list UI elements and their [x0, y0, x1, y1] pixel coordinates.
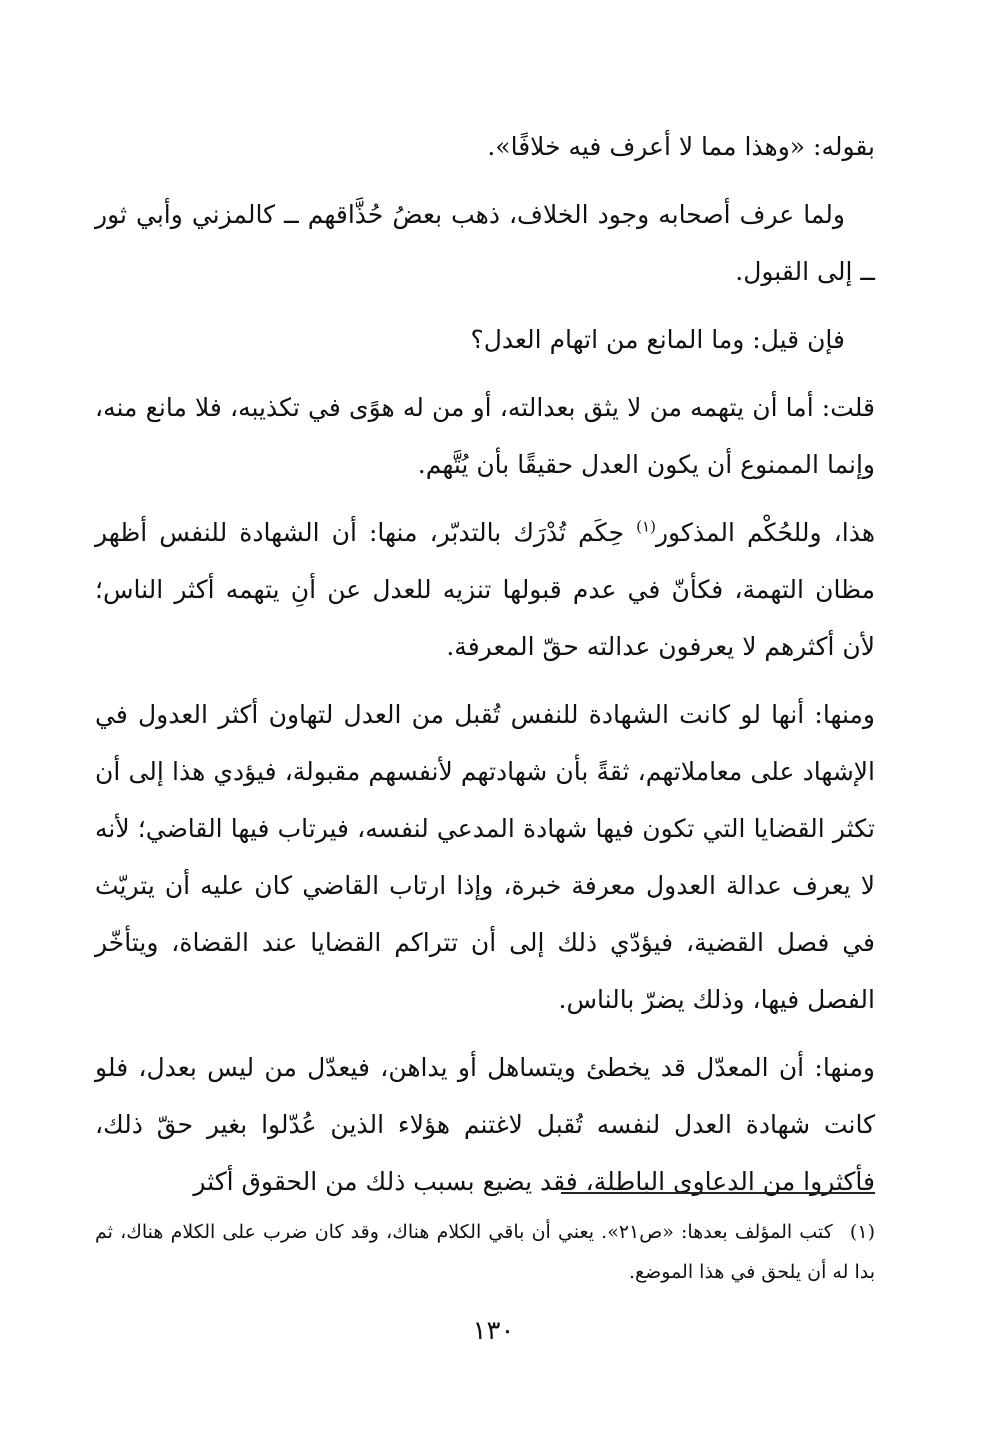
- main-text: [95, 118, 875, 1221]
- page-number: ١٣٠: [472, 1316, 515, 1346]
- paragraph-4: قلت: أما أن يتهمه من لا يثق بعدالته، أو من له هوًى في تكذيبه، فلا مانع منه، وإنما الممنوع أن يكون العدل حقيقًا بأن يُتَّهم.: [95, 393, 875, 479]
- paragraph-5-before: هذا، وللحُكْم المذكور: [655, 518, 875, 547]
- paragraph-3: فإن قيل: وما المانع من اتهام العدل؟: [470, 325, 845, 354]
- footnote-text: كتب المؤلف بعدها: «ص٢١». يعني أن باقي الكلام هناك، وقد كان ضرب على الكلام هناك، ثم بدا له أن يلحق في هذا الموضع.: [95, 1221, 875, 1283]
- paragraph-6: ومنها: أنها لو كانت الشهادة للنفس تُقبل من العدل لتهاون أكثر العدول في الإشهاد على معاملاتهم، ثقةً بأن شهادتهم لأنفسهم مقبولة، فيؤدي هذا إلى أن تكثر القضايا التي تكون فيها شهادة المدعي لنفسه، فيرتاب فيها القاضي؛ لأنه لا يعرف عدالة العدول معرفة خبرة، وإذا ارتاب القاضي كان عليه أن يتريّث في فصل القضية، فيؤدّي ذلك إلى أن تتراكم القضايا عند القضاة، ويتأخّر الفصل فيها، وذلك يضرّ بالناس.: [95, 700, 875, 1014]
- paragraph-1: بقوله: «وهذا مما لا أعرف فيه خلافًا».: [487, 132, 875, 161]
- footnote-marker: (١): [849, 1221, 875, 1243]
- footnote-reference[interactable]: (١): [636, 517, 656, 536]
- paragraph-5: [95, 504, 875, 675]
- paragraph-2: ولما عرف أصحابه وجود الخلاف، ذهب بعضُ حُذَّاقهم ــ كالمزني وأبي ثور ــ إلى القبول.: [95, 200, 875, 286]
- footnote-divider: [561, 1192, 875, 1194]
- paragraph-7: ومنها: أن المعدّل قد يخطئ ويتساهل أو يداهن، فيعدّل من ليس بعدل، فلو كانت شهادة العدل لنفسه تُقبل لاغتنم هؤلاء الذين عُدّلوا بغير حقّ ذلك، فأكثروا من الدعاوى الباطلة، فقد يضيع بسبب ذلك من الحقوق أكثر: [95, 1053, 875, 1196]
- footnote: [95, 1212, 875, 1292]
- paragraph-5-after: حِكَم تُدْرَك بالتدبّر، منها: أن الشهادة للنفس أظهر مظان التهمة، فكأنّ في عدم قبولها تنزيه للعدل عن أنِ يتهمه أكثر الناس؛ لأن أكثرهم لا يعرفون عدالته حقّ المعرفة.: [95, 518, 875, 661]
